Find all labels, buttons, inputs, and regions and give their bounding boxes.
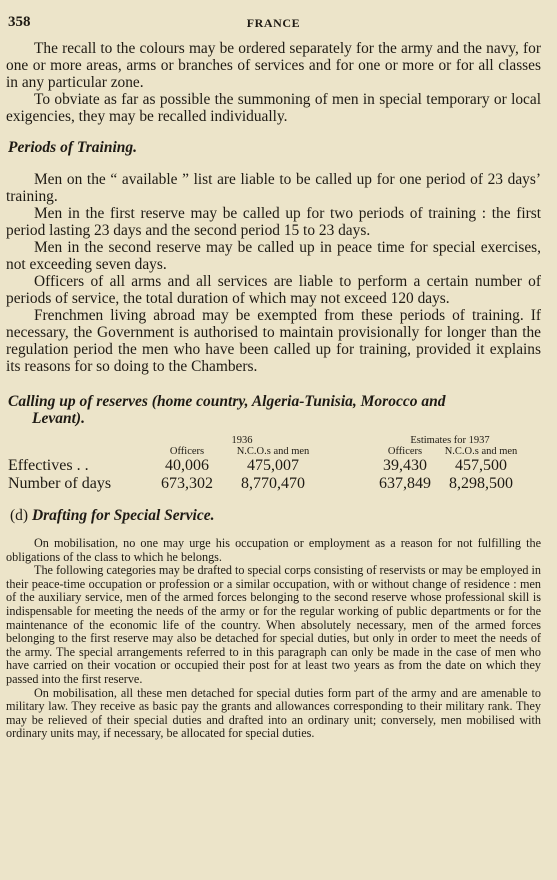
table-heading-line2: Levant). (32, 410, 85, 427)
table-cell: 673,302 (161, 475, 213, 492)
paragraph: Men in the second reserve may be called up in peace time for special exercises, not exceeding seven days. (6, 239, 541, 273)
row-label: Number of days (8, 475, 112, 492)
paragraph: Frenchmen living abroad may be exempted from these periods of training. If necessary, the Government is authorised to maintain provisionally for longer than the regulation period the men who have been called up for training, provided it explains its reasons for so doing to the Chambers. (6, 307, 541, 375)
table-cell: 475,007 (247, 457, 299, 474)
section-heading-drafting (10, 507, 541, 525)
paragraph: On mobilisation, no one may urge his occupation or employment as a reason for not fulfilling the obligations of the class to which he belongs. (6, 536, 541, 564)
reserves-table (8, 435, 526, 493)
group-1937: Estimates for 1937 (410, 435, 490, 446)
table-cell: 8,298,500 (449, 475, 513, 492)
table-cell: 8,770,470 (241, 475, 305, 492)
table-heading (8, 393, 541, 427)
table-heading-line1: Calling up of reserves (home country, Algeria-Tunisia, Morocco and (8, 393, 446, 410)
drafting-section (6, 537, 541, 741)
paragraph: On mobilisation, all these men detached for special duties form part of the army and are amenable to military law. They receive as basic pay the grants and allowances corresponding to their military rank. They may be relieved of their special duties and drafted into an ordinary unit; conversely, men mobilised with ordinary units may, if necessary, be allocated for special duties. (6, 685, 541, 741)
column-header: N.C.O.s and men (236, 446, 310, 457)
paragraph: The recall to the colours may be ordered separately for the army and the navy, for one or more areas, arms or branches of services and for one or more or for all classes in any particular zone. (6, 40, 541, 91)
table-cell: 39,430 (383, 457, 427, 474)
group-1936: 1936 (231, 435, 253, 446)
section-letter: (d) (10, 507, 29, 524)
section-title: Drafting for Special Service. (31, 507, 215, 524)
paragraph: The following categories may be drafted to special corps consisting of reservists or may be employed in their peace-time occupation or profession or a similar occupation, with or without change of residence : men of the auxiliary service, men of the armed forces belonging to the second reserve whose professional skill is indispensable for meeting the needs of the army or for the regular working of public departments or for the maintenance of the economic life of the country. When absolutely necessary, men of the armed forces belonging to the first reserve may also be detached for special duties, but only in order to meet the needs of the army. The special arrangements referred to in this paragraph can only be made in the case of men who have carried on their vocation or occupied their post for at least two years as from the date on which they passed into the first reserve. (6, 563, 541, 686)
table-row (8, 457, 526, 475)
column-header: Officers (169, 446, 205, 457)
table-cell: 457,500 (455, 457, 507, 474)
paragraph: Men on the “ available ” list are liable to be called up for one period of 23 days’ training. (6, 171, 541, 205)
page-header (6, 14, 541, 34)
column-header: N.C.O.s and men (444, 446, 518, 457)
table-cell: 40,006 (165, 457, 209, 474)
page-number: 358 (8, 14, 31, 30)
table-row (8, 475, 526, 493)
column-header: Officers (387, 446, 423, 457)
table-cell: 637,849 (379, 475, 431, 492)
paragraph: Officers of all arms and all services are liable to perform a certain number of periods of service, the total duration of which may not exceed 120 days. (6, 273, 541, 307)
section-heading-training: Periods of Training. (8, 139, 138, 156)
training-section (6, 171, 541, 375)
paragraph: Men in the first reserve may be called up for two periods of training : the first period lasting 23 days and the second period 15 to 23 days. (6, 205, 541, 239)
table-header-row (8, 446, 526, 457)
table-group-row (8, 435, 526, 446)
running-title: FRANCE (246, 16, 301, 30)
row-label: Effectives . . (8, 457, 89, 474)
intro-section (6, 40, 541, 125)
paragraph: To obviate as far as possible the summoning of men in special temporary or local exigencies, they may be recalled individually. (6, 91, 541, 125)
